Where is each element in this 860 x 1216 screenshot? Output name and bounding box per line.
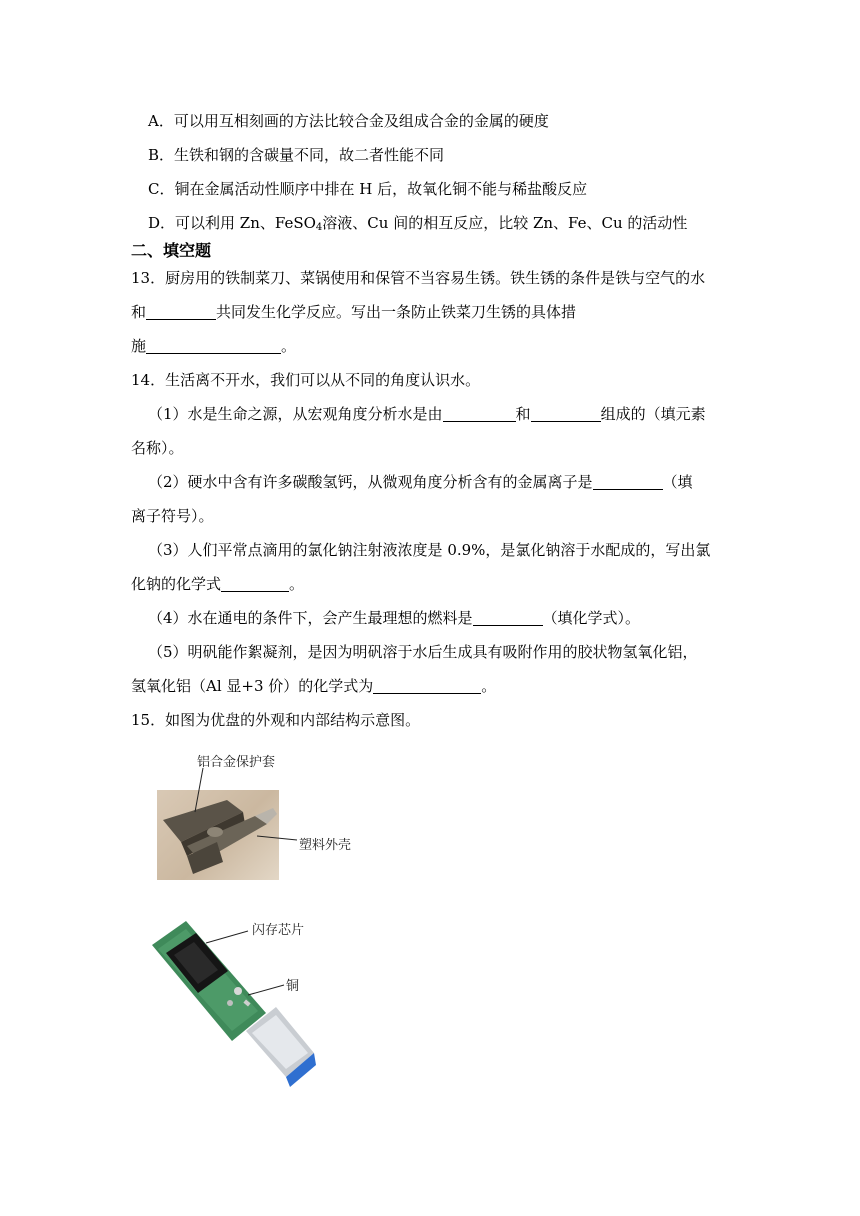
q14-p3-line1: （3）人们平常点滴用的氯化钠注射液浓度是 0.9%，是氯化钠溶于水配成的，写出氯: [148, 541, 711, 559]
q14-p1-line2: 名称）。: [131, 439, 184, 457]
q14-p5-line1: （5）明矾能作絮凝剂，是因为明矾溶于水后生成具有吸附作用的胶状物氢氧化铝，: [148, 643, 698, 661]
q13-line2-end: 共同发生化学反应。写出一条防止铁菜刀生锈的具体措: [216, 303, 577, 321]
option-d-text-start: D．可以利用 Zn、FeSO: [148, 214, 316, 232]
q14-p1: [148, 404, 706, 424]
q14-p2-line2: 离子符号）。: [131, 507, 214, 525]
copper-pointer-line: [248, 985, 284, 995]
label-aluminum-cover: 铝合金保护套: [197, 755, 276, 770]
q13-line3-start: 施: [131, 337, 147, 355]
q14-p1-end: 组成的（填元素: [600, 405, 706, 423]
q13-line1: 13．厨房用的铁制菜刀、菜锅使用和保管不当容易生锈。铁生锈的条件是铁与空气的水: [131, 269, 706, 287]
lanyard-hole: [207, 827, 223, 837]
q14-p2: [148, 472, 693, 492]
answer-blank[interactable]: [473, 609, 543, 626]
q14-p1-mid: 和: [515, 405, 531, 423]
q14-p3-line2: [131, 574, 304, 594]
answer-blank[interactable]: [221, 575, 289, 592]
q14-p1-start: （1）水是生命之源，从宏观角度分析水是由: [148, 405, 443, 423]
answer-blank[interactable]: [593, 473, 663, 490]
label-flash-chip: 闪存芯片: [252, 923, 305, 938]
q13-line3: [131, 336, 296, 356]
cover-pointer-line: [187, 766, 207, 816]
component-dot: [234, 987, 242, 995]
q14-p4-end: （填化学式）。: [542, 609, 641, 627]
q14-p3-end: 。: [289, 575, 305, 593]
component-dot: [227, 1000, 233, 1006]
usb-exterior-figure: [157, 748, 377, 883]
label-copper: 铜: [286, 979, 300, 994]
option-d-subscript: 4: [315, 222, 323, 233]
q14-p2-start: （2）硬水中含有许多碳酸氢钙，从微观角度分析含有的金属离子是: [148, 473, 593, 491]
answer-blank[interactable]: [146, 303, 216, 320]
q14-p4-start: （4）水在通电的条件下，会产生最理想的燃料是: [148, 609, 473, 627]
option-b: B．生铁和钢的含碳量不同，故二者性能不同: [148, 146, 445, 164]
chip-pointer-line: [206, 931, 248, 943]
shell-pointer-line: [257, 832, 299, 844]
answer-blank[interactable]: [531, 405, 601, 422]
q14-intro: 14．生活离不开水，我们可以从不同的角度认识水。: [131, 371, 481, 389]
usb-pcb-illustration: [148, 915, 328, 1090]
q13-line2-start: 和: [131, 303, 147, 321]
answer-blank[interactable]: [373, 677, 481, 694]
option-d: [148, 213, 687, 233]
section-title: 二、填空题: [131, 241, 212, 260]
option-d-text-end: 溶液、Cu 间的相互反应，比较 Zn、Fe、Cu 的活动性: [322, 214, 688, 232]
q13-line2: [131, 302, 576, 322]
answer-blank[interactable]: [443, 405, 516, 422]
q14-p5-start: 氢氧化铝（Al 显+3 价）的化学式为: [131, 677, 374, 695]
q14-p5-line2: [131, 676, 496, 696]
q14-p2-end: （填: [662, 473, 693, 491]
option-a: A．可以用互相刻画的方法比较合金及组成合金的金属的硬度: [148, 112, 549, 130]
answer-blank[interactable]: [146, 337, 281, 354]
q14-p5-end: 。: [481, 677, 497, 695]
option-c: C．铜在金属活动性顺序中排在 H 后，故氧化铜不能与稀盐酸反应: [148, 180, 588, 198]
label-plastic-shell: 塑料外壳: [299, 838, 352, 853]
usb-interior-figure: [148, 915, 328, 1090]
q14-p4: [148, 608, 640, 628]
q13-line3-end: 。: [281, 337, 297, 355]
q14-p3-start: 化钠的化学式: [131, 575, 222, 593]
q15-intro: 15．如图为优盘的外观和内部结构示意图。: [131, 711, 421, 729]
